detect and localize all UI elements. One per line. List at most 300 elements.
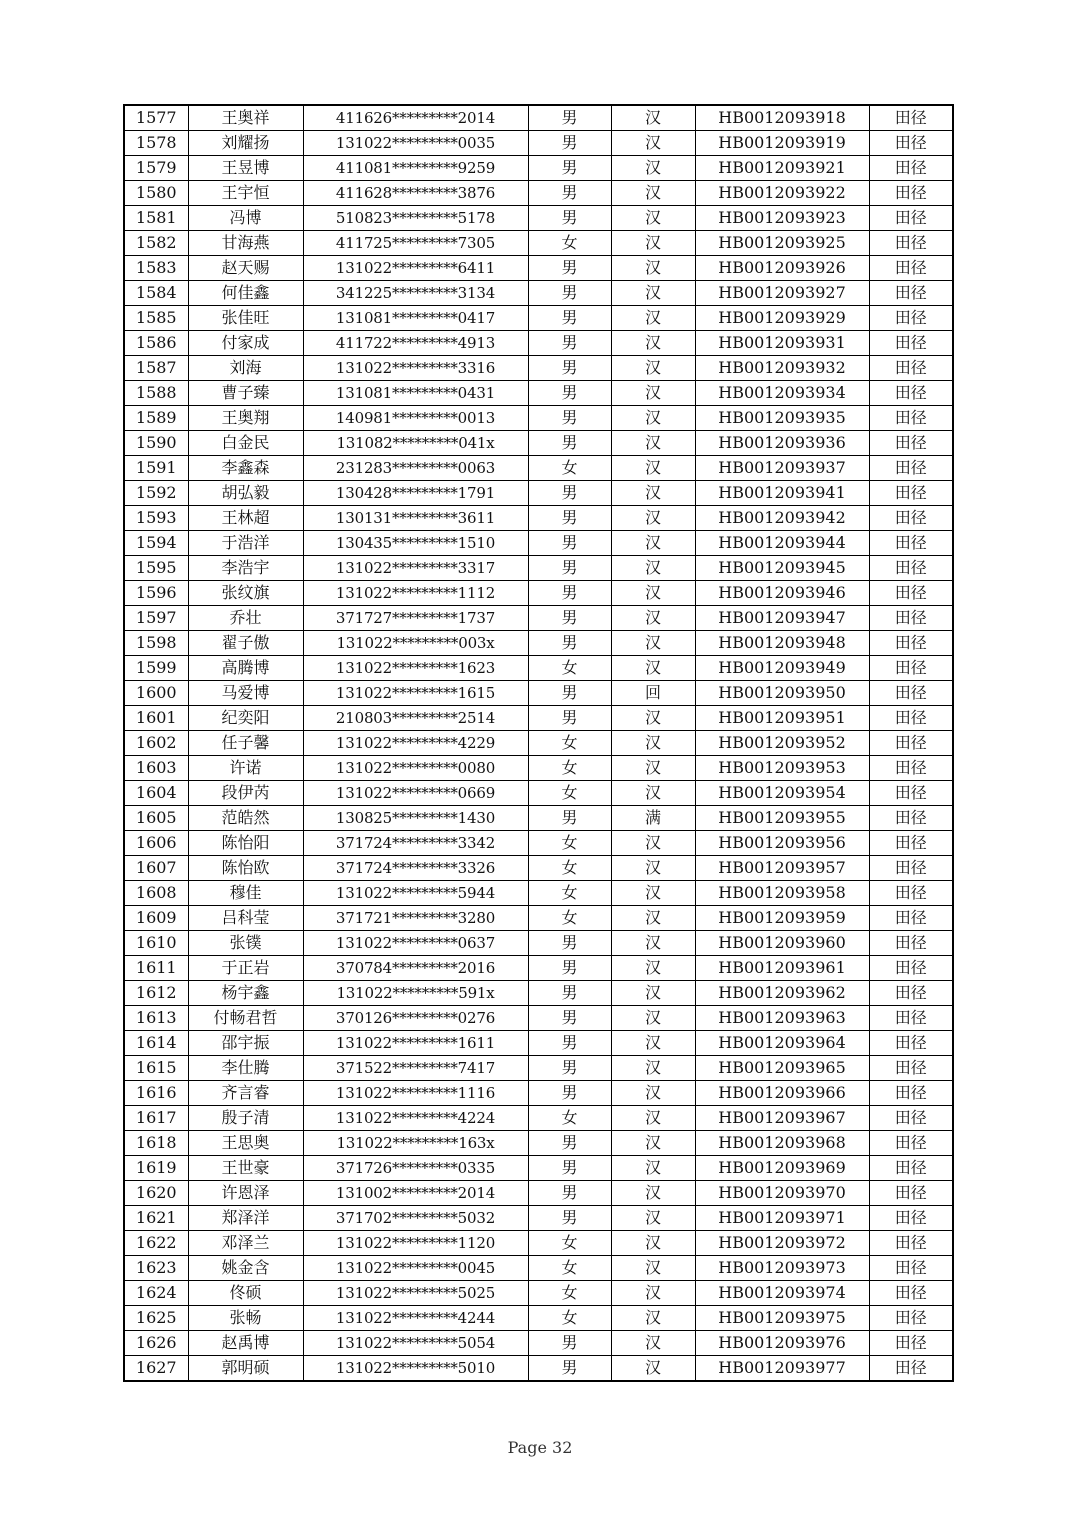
name-cell: 许诺 bbox=[188, 756, 303, 781]
gender-cell: 男 bbox=[528, 1081, 611, 1106]
gender-cell: 男 bbox=[528, 806, 611, 831]
event-cell: 田径 bbox=[869, 581, 953, 606]
serial-cell: 1584 bbox=[124, 281, 188, 306]
registration-code-cell: HB0012093945 bbox=[695, 556, 869, 581]
table-row bbox=[124, 1031, 953, 1056]
serial-cell: 1614 bbox=[124, 1031, 188, 1056]
id-number-cell: 131022*********4244 bbox=[303, 1306, 528, 1331]
serial-cell: 1622 bbox=[124, 1231, 188, 1256]
serial-cell: 1606 bbox=[124, 831, 188, 856]
name-cell: 王奥祥 bbox=[188, 105, 303, 131]
id-number-cell: 131022*********5054 bbox=[303, 1331, 528, 1356]
name-cell: 邵宇振 bbox=[188, 1031, 303, 1056]
serial-cell: 1589 bbox=[124, 406, 188, 431]
name-cell: 陈怡阳 bbox=[188, 831, 303, 856]
gender-cell: 男 bbox=[528, 631, 611, 656]
registration-code-cell: HB0012093927 bbox=[695, 281, 869, 306]
gender-cell: 女 bbox=[528, 656, 611, 681]
id-number-cell: 131022*********0045 bbox=[303, 1256, 528, 1281]
name-cell: 乔壮 bbox=[188, 606, 303, 631]
serial-cell: 1615 bbox=[124, 1056, 188, 1081]
event-cell: 田径 bbox=[869, 1031, 953, 1056]
serial-cell: 1625 bbox=[124, 1306, 188, 1331]
ethnicity-cell: 汉 bbox=[611, 1106, 695, 1131]
gender-cell: 男 bbox=[528, 1356, 611, 1382]
id-number-cell: 131022*********4229 bbox=[303, 731, 528, 756]
serial-cell: 1608 bbox=[124, 881, 188, 906]
gender-cell: 女 bbox=[528, 856, 611, 881]
serial-cell: 1596 bbox=[124, 581, 188, 606]
gender-cell: 女 bbox=[528, 731, 611, 756]
table-row bbox=[124, 756, 953, 781]
id-number-cell: 371522*********7417 bbox=[303, 1056, 528, 1081]
gender-cell: 男 bbox=[528, 406, 611, 431]
event-cell: 田径 bbox=[869, 381, 953, 406]
ethnicity-cell: 汉 bbox=[611, 506, 695, 531]
event-cell: 田径 bbox=[869, 231, 953, 256]
registration-code-cell: HB0012093918 bbox=[695, 105, 869, 131]
name-cell: 杨宇鑫 bbox=[188, 981, 303, 1006]
id-number-cell: 131082*********041x bbox=[303, 431, 528, 456]
registration-code-cell: HB0012093932 bbox=[695, 356, 869, 381]
table-row bbox=[124, 731, 953, 756]
registration-code-cell: HB0012093968 bbox=[695, 1131, 869, 1156]
registration-code-cell: HB0012093942 bbox=[695, 506, 869, 531]
table-row bbox=[124, 681, 953, 706]
registration-code-cell: HB0012093952 bbox=[695, 731, 869, 756]
registration-code-cell: HB0012093929 bbox=[695, 306, 869, 331]
ethnicity-cell: 汉 bbox=[611, 656, 695, 681]
gender-cell: 男 bbox=[528, 706, 611, 731]
table-row bbox=[124, 906, 953, 931]
registration-code-cell: HB0012093963 bbox=[695, 1006, 869, 1031]
registration-code-cell: HB0012093921 bbox=[695, 156, 869, 181]
gender-cell: 女 bbox=[528, 756, 611, 781]
page-number: Page 32 bbox=[507, 1438, 573, 1457]
id-number-cell: 210803*********2514 bbox=[303, 706, 528, 731]
registration-code-cell: HB0012093964 bbox=[695, 1031, 869, 1056]
serial-cell: 1598 bbox=[124, 631, 188, 656]
registration-code-cell: HB0012093951 bbox=[695, 706, 869, 731]
event-cell: 田径 bbox=[869, 1231, 953, 1256]
serial-cell: 1623 bbox=[124, 1256, 188, 1281]
serial-cell: 1586 bbox=[124, 331, 188, 356]
serial-cell: 1620 bbox=[124, 1181, 188, 1206]
ethnicity-cell: 汉 bbox=[611, 1356, 695, 1382]
ethnicity-cell: 汉 bbox=[611, 981, 695, 1006]
ethnicity-cell: 汉 bbox=[611, 831, 695, 856]
event-cell: 田径 bbox=[869, 306, 953, 331]
name-cell: 佟硕 bbox=[188, 1281, 303, 1306]
event-cell: 田径 bbox=[869, 506, 953, 531]
registration-code-cell: HB0012093949 bbox=[695, 656, 869, 681]
serial-cell: 1592 bbox=[124, 481, 188, 506]
registration-code-cell: HB0012093965 bbox=[695, 1056, 869, 1081]
event-cell: 田径 bbox=[869, 1106, 953, 1131]
event-cell: 田径 bbox=[869, 481, 953, 506]
serial-cell: 1587 bbox=[124, 356, 188, 381]
serial-cell: 1604 bbox=[124, 781, 188, 806]
gender-cell: 女 bbox=[528, 1231, 611, 1256]
ethnicity-cell: 汉 bbox=[611, 456, 695, 481]
ethnicity-cell: 汉 bbox=[611, 906, 695, 931]
table-row bbox=[124, 531, 953, 556]
gender-cell: 男 bbox=[528, 1156, 611, 1181]
name-cell: 赵天赐 bbox=[188, 256, 303, 281]
name-cell: 刘海 bbox=[188, 356, 303, 381]
gender-cell: 男 bbox=[528, 681, 611, 706]
registration-code-cell: HB0012093923 bbox=[695, 206, 869, 231]
serial-cell: 1603 bbox=[124, 756, 188, 781]
id-number-cell: 370784*********2016 bbox=[303, 956, 528, 981]
name-cell: 付畅君哲 bbox=[188, 1006, 303, 1031]
table-row bbox=[124, 1181, 953, 1206]
serial-cell: 1601 bbox=[124, 706, 188, 731]
event-cell: 田径 bbox=[869, 631, 953, 656]
event-cell: 田径 bbox=[869, 331, 953, 356]
id-number-cell: 131022*********4224 bbox=[303, 1106, 528, 1131]
serial-cell: 1599 bbox=[124, 656, 188, 681]
id-number-cell: 131022*********3316 bbox=[303, 356, 528, 381]
serial-cell: 1607 bbox=[124, 856, 188, 881]
ethnicity-cell: 汉 bbox=[611, 1156, 695, 1181]
id-number-cell: 131022*********003x bbox=[303, 631, 528, 656]
event-cell: 田径 bbox=[869, 1156, 953, 1181]
gender-cell: 男 bbox=[528, 1056, 611, 1081]
ethnicity-cell: 汉 bbox=[611, 281, 695, 306]
ethnicity-cell: 汉 bbox=[611, 206, 695, 231]
table-row bbox=[124, 856, 953, 881]
name-cell: 郭明硕 bbox=[188, 1356, 303, 1382]
serial-cell: 1578 bbox=[124, 131, 188, 156]
gender-cell: 男 bbox=[528, 431, 611, 456]
event-cell: 田径 bbox=[869, 656, 953, 681]
event-cell: 田径 bbox=[869, 556, 953, 581]
name-cell: 穆佳 bbox=[188, 881, 303, 906]
table-row bbox=[124, 606, 953, 631]
ethnicity-cell: 汉 bbox=[611, 1206, 695, 1231]
event-cell: 田径 bbox=[869, 856, 953, 881]
registration-code-cell: HB0012093934 bbox=[695, 381, 869, 406]
gender-cell: 男 bbox=[528, 281, 611, 306]
id-number-cell: 131022*********1116 bbox=[303, 1081, 528, 1106]
table-row bbox=[124, 105, 953, 131]
gender-cell: 男 bbox=[528, 606, 611, 631]
serial-cell: 1624 bbox=[124, 1281, 188, 1306]
ethnicity-cell: 汉 bbox=[611, 181, 695, 206]
registration-code-cell: HB0012093971 bbox=[695, 1206, 869, 1231]
name-cell: 甘海燕 bbox=[188, 231, 303, 256]
ethnicity-cell: 汉 bbox=[611, 131, 695, 156]
event-cell: 田径 bbox=[869, 1306, 953, 1331]
id-number-cell: 131022*********5025 bbox=[303, 1281, 528, 1306]
gender-cell: 男 bbox=[528, 1006, 611, 1031]
id-number-cell: 131022*********1112 bbox=[303, 581, 528, 606]
table-row bbox=[124, 1156, 953, 1181]
id-number-cell: 130435*********1510 bbox=[303, 531, 528, 556]
gender-cell: 男 bbox=[528, 206, 611, 231]
name-cell: 范皓然 bbox=[188, 806, 303, 831]
event-cell: 田径 bbox=[869, 1081, 953, 1106]
event-cell: 田径 bbox=[869, 906, 953, 931]
gender-cell: 男 bbox=[528, 506, 611, 531]
ethnicity-cell: 满 bbox=[611, 806, 695, 831]
gender-cell: 男 bbox=[528, 356, 611, 381]
ethnicity-cell: 汉 bbox=[611, 956, 695, 981]
gender-cell: 女 bbox=[528, 1256, 611, 1281]
id-number-cell: 131022*********0080 bbox=[303, 756, 528, 781]
table-row bbox=[124, 1056, 953, 1081]
table-row bbox=[124, 356, 953, 381]
name-cell: 齐言睿 bbox=[188, 1081, 303, 1106]
registration-code-cell: HB0012093956 bbox=[695, 831, 869, 856]
name-cell: 白金民 bbox=[188, 431, 303, 456]
ethnicity-cell: 汉 bbox=[611, 581, 695, 606]
name-cell: 冯博 bbox=[188, 206, 303, 231]
serial-cell: 1579 bbox=[124, 156, 188, 181]
table-row bbox=[124, 231, 953, 256]
serial-cell: 1580 bbox=[124, 181, 188, 206]
serial-cell: 1593 bbox=[124, 506, 188, 531]
ethnicity-cell: 汉 bbox=[611, 431, 695, 456]
event-cell: 田径 bbox=[869, 1181, 953, 1206]
gender-cell: 女 bbox=[528, 881, 611, 906]
event-cell: 田径 bbox=[869, 881, 953, 906]
ethnicity-cell: 汉 bbox=[611, 1231, 695, 1256]
registration-code-cell: HB0012093948 bbox=[695, 631, 869, 656]
serial-cell: 1588 bbox=[124, 381, 188, 406]
name-cell: 王奥翔 bbox=[188, 406, 303, 431]
name-cell: 李仕腾 bbox=[188, 1056, 303, 1081]
table-row bbox=[124, 1306, 953, 1331]
id-number-cell: 131022*********1611 bbox=[303, 1031, 528, 1056]
event-cell: 田径 bbox=[869, 431, 953, 456]
id-number-cell: 411725*********7305 bbox=[303, 231, 528, 256]
ethnicity-cell: 汉 bbox=[611, 1081, 695, 1106]
ethnicity-cell: 汉 bbox=[611, 1306, 695, 1331]
ethnicity-cell: 汉 bbox=[611, 881, 695, 906]
ethnicity-cell: 汉 bbox=[611, 306, 695, 331]
table-row bbox=[124, 1206, 953, 1231]
name-cell: 付家成 bbox=[188, 331, 303, 356]
name-cell: 刘耀扬 bbox=[188, 131, 303, 156]
name-cell: 邓泽兰 bbox=[188, 1231, 303, 1256]
table-row bbox=[124, 1231, 953, 1256]
name-cell: 高腾博 bbox=[188, 656, 303, 681]
table-row bbox=[124, 506, 953, 531]
ethnicity-cell: 汉 bbox=[611, 556, 695, 581]
serial-cell: 1600 bbox=[124, 681, 188, 706]
registration-code-cell: HB0012093967 bbox=[695, 1106, 869, 1131]
id-number-cell: 370126*********0276 bbox=[303, 1006, 528, 1031]
id-number-cell: 130131*********3611 bbox=[303, 506, 528, 531]
name-cell: 任子馨 bbox=[188, 731, 303, 756]
table-row bbox=[124, 581, 953, 606]
id-number-cell: 371724*********3326 bbox=[303, 856, 528, 881]
event-cell: 田径 bbox=[869, 956, 953, 981]
table-row bbox=[124, 281, 953, 306]
event-cell: 田径 bbox=[869, 181, 953, 206]
event-cell: 田径 bbox=[869, 806, 953, 831]
id-number-cell: 131022*********0669 bbox=[303, 781, 528, 806]
gender-cell: 男 bbox=[528, 105, 611, 131]
table-row bbox=[124, 181, 953, 206]
ethnicity-cell: 汉 bbox=[611, 931, 695, 956]
table-row bbox=[124, 831, 953, 856]
gender-cell: 女 bbox=[528, 831, 611, 856]
serial-cell: 1581 bbox=[124, 206, 188, 231]
table-row bbox=[124, 1331, 953, 1356]
gender-cell: 男 bbox=[528, 981, 611, 1006]
name-cell: 王世豪 bbox=[188, 1156, 303, 1181]
event-cell: 田径 bbox=[869, 406, 953, 431]
table-row bbox=[124, 306, 953, 331]
table-row bbox=[124, 256, 953, 281]
registration-code-cell: HB0012093973 bbox=[695, 1256, 869, 1281]
event-cell: 田径 bbox=[869, 931, 953, 956]
serial-cell: 1605 bbox=[124, 806, 188, 831]
table-row bbox=[124, 556, 953, 581]
table-row bbox=[124, 1281, 953, 1306]
name-cell: 何佳鑫 bbox=[188, 281, 303, 306]
id-number-cell: 411081*********9259 bbox=[303, 156, 528, 181]
event-cell: 田径 bbox=[869, 281, 953, 306]
ethnicity-cell: 汉 bbox=[611, 1131, 695, 1156]
serial-cell: 1621 bbox=[124, 1206, 188, 1231]
name-cell: 于正岩 bbox=[188, 956, 303, 981]
event-cell: 田径 bbox=[869, 781, 953, 806]
event-cell: 田径 bbox=[869, 1056, 953, 1081]
name-cell: 曹子臻 bbox=[188, 381, 303, 406]
id-number-cell: 411722*********4913 bbox=[303, 331, 528, 356]
event-cell: 田径 bbox=[869, 356, 953, 381]
id-number-cell: 130825*********1430 bbox=[303, 806, 528, 831]
table-row bbox=[124, 331, 953, 356]
gender-cell: 男 bbox=[528, 1206, 611, 1231]
ethnicity-cell: 汉 bbox=[611, 256, 695, 281]
name-cell: 许恩泽 bbox=[188, 1181, 303, 1206]
ethnicity-cell: 汉 bbox=[611, 1006, 695, 1031]
serial-cell: 1618 bbox=[124, 1131, 188, 1156]
event-cell: 田径 bbox=[869, 606, 953, 631]
ethnicity-cell: 汉 bbox=[611, 356, 695, 381]
ethnicity-cell: 汉 bbox=[611, 156, 695, 181]
name-cell: 陈怡欧 bbox=[188, 856, 303, 881]
gender-cell: 男 bbox=[528, 1181, 611, 1206]
event-cell: 田径 bbox=[869, 1281, 953, 1306]
registration-code-cell: HB0012093931 bbox=[695, 331, 869, 356]
registration-code-cell: HB0012093975 bbox=[695, 1306, 869, 1331]
registration-code-cell: HB0012093947 bbox=[695, 606, 869, 631]
id-number-cell: 131022*********1623 bbox=[303, 656, 528, 681]
table-row bbox=[124, 206, 953, 231]
ethnicity-cell: 汉 bbox=[611, 756, 695, 781]
registration-code-cell: HB0012093959 bbox=[695, 906, 869, 931]
gender-cell: 男 bbox=[528, 481, 611, 506]
serial-cell: 1609 bbox=[124, 906, 188, 931]
name-cell: 王昱博 bbox=[188, 156, 303, 181]
serial-cell: 1582 bbox=[124, 231, 188, 256]
registration-code-cell: HB0012093957 bbox=[695, 856, 869, 881]
table-row bbox=[124, 806, 953, 831]
table-row bbox=[124, 1106, 953, 1131]
serial-cell: 1627 bbox=[124, 1356, 188, 1382]
registration-code-cell: HB0012093922 bbox=[695, 181, 869, 206]
registration-code-cell: HB0012093962 bbox=[695, 981, 869, 1006]
table-row bbox=[124, 1256, 953, 1281]
table-row bbox=[124, 981, 953, 1006]
event-cell: 田径 bbox=[869, 731, 953, 756]
gender-cell: 男 bbox=[528, 1131, 611, 1156]
event-cell: 田径 bbox=[869, 531, 953, 556]
gender-cell: 男 bbox=[528, 131, 611, 156]
name-cell: 李鑫森 bbox=[188, 456, 303, 481]
name-cell: 吕科莹 bbox=[188, 906, 303, 931]
name-cell: 段伊芮 bbox=[188, 781, 303, 806]
gender-cell: 女 bbox=[528, 781, 611, 806]
id-number-cell: 131081*********0417 bbox=[303, 306, 528, 331]
event-cell: 田径 bbox=[869, 131, 953, 156]
gender-cell: 女 bbox=[528, 456, 611, 481]
gender-cell: 男 bbox=[528, 556, 611, 581]
registration-code-cell: HB0012093953 bbox=[695, 756, 869, 781]
gender-cell: 男 bbox=[528, 381, 611, 406]
registration-code-cell: HB0012093976 bbox=[695, 1331, 869, 1356]
id-number-cell: 371702*********5032 bbox=[303, 1206, 528, 1231]
serial-cell: 1585 bbox=[124, 306, 188, 331]
table-row bbox=[124, 456, 953, 481]
ethnicity-cell: 汉 bbox=[611, 1281, 695, 1306]
id-number-cell: 510823*********5178 bbox=[303, 206, 528, 231]
event-cell: 田径 bbox=[869, 256, 953, 281]
serial-cell: 1610 bbox=[124, 931, 188, 956]
event-cell: 田径 bbox=[869, 206, 953, 231]
registration-code-cell: HB0012093944 bbox=[695, 531, 869, 556]
id-number-cell: 131022*********3317 bbox=[303, 556, 528, 581]
serial-cell: 1619 bbox=[124, 1156, 188, 1181]
gender-cell: 男 bbox=[528, 1331, 611, 1356]
id-number-cell: 231283*********0063 bbox=[303, 456, 528, 481]
name-cell: 赵禹博 bbox=[188, 1331, 303, 1356]
event-cell: 田径 bbox=[869, 981, 953, 1006]
serial-cell: 1602 bbox=[124, 731, 188, 756]
gender-cell: 男 bbox=[528, 156, 611, 181]
event-cell: 田径 bbox=[869, 1331, 953, 1356]
table-row bbox=[124, 706, 953, 731]
table-row bbox=[124, 156, 953, 181]
name-cell: 张畅 bbox=[188, 1306, 303, 1331]
id-number-cell: 341225*********3134 bbox=[303, 281, 528, 306]
registration-code-cell: HB0012093950 bbox=[695, 681, 869, 706]
serial-cell: 1612 bbox=[124, 981, 188, 1006]
id-number-cell: 371721*********3280 bbox=[303, 906, 528, 931]
registration-code-cell: HB0012093966 bbox=[695, 1081, 869, 1106]
serial-cell: 1591 bbox=[124, 456, 188, 481]
event-cell: 田径 bbox=[869, 1206, 953, 1231]
registration-code-cell: HB0012093958 bbox=[695, 881, 869, 906]
name-cell: 殷子清 bbox=[188, 1106, 303, 1131]
table-row bbox=[124, 1131, 953, 1156]
registration-code-cell: HB0012093941 bbox=[695, 481, 869, 506]
gender-cell: 男 bbox=[528, 331, 611, 356]
id-number-cell: 131022*********1120 bbox=[303, 1231, 528, 1256]
gender-cell: 男 bbox=[528, 306, 611, 331]
table-row bbox=[124, 931, 953, 956]
serial-cell: 1613 bbox=[124, 1006, 188, 1031]
table-row bbox=[124, 956, 953, 981]
registration-code-cell: HB0012093925 bbox=[695, 231, 869, 256]
id-number-cell: 131022*********5944 bbox=[303, 881, 528, 906]
